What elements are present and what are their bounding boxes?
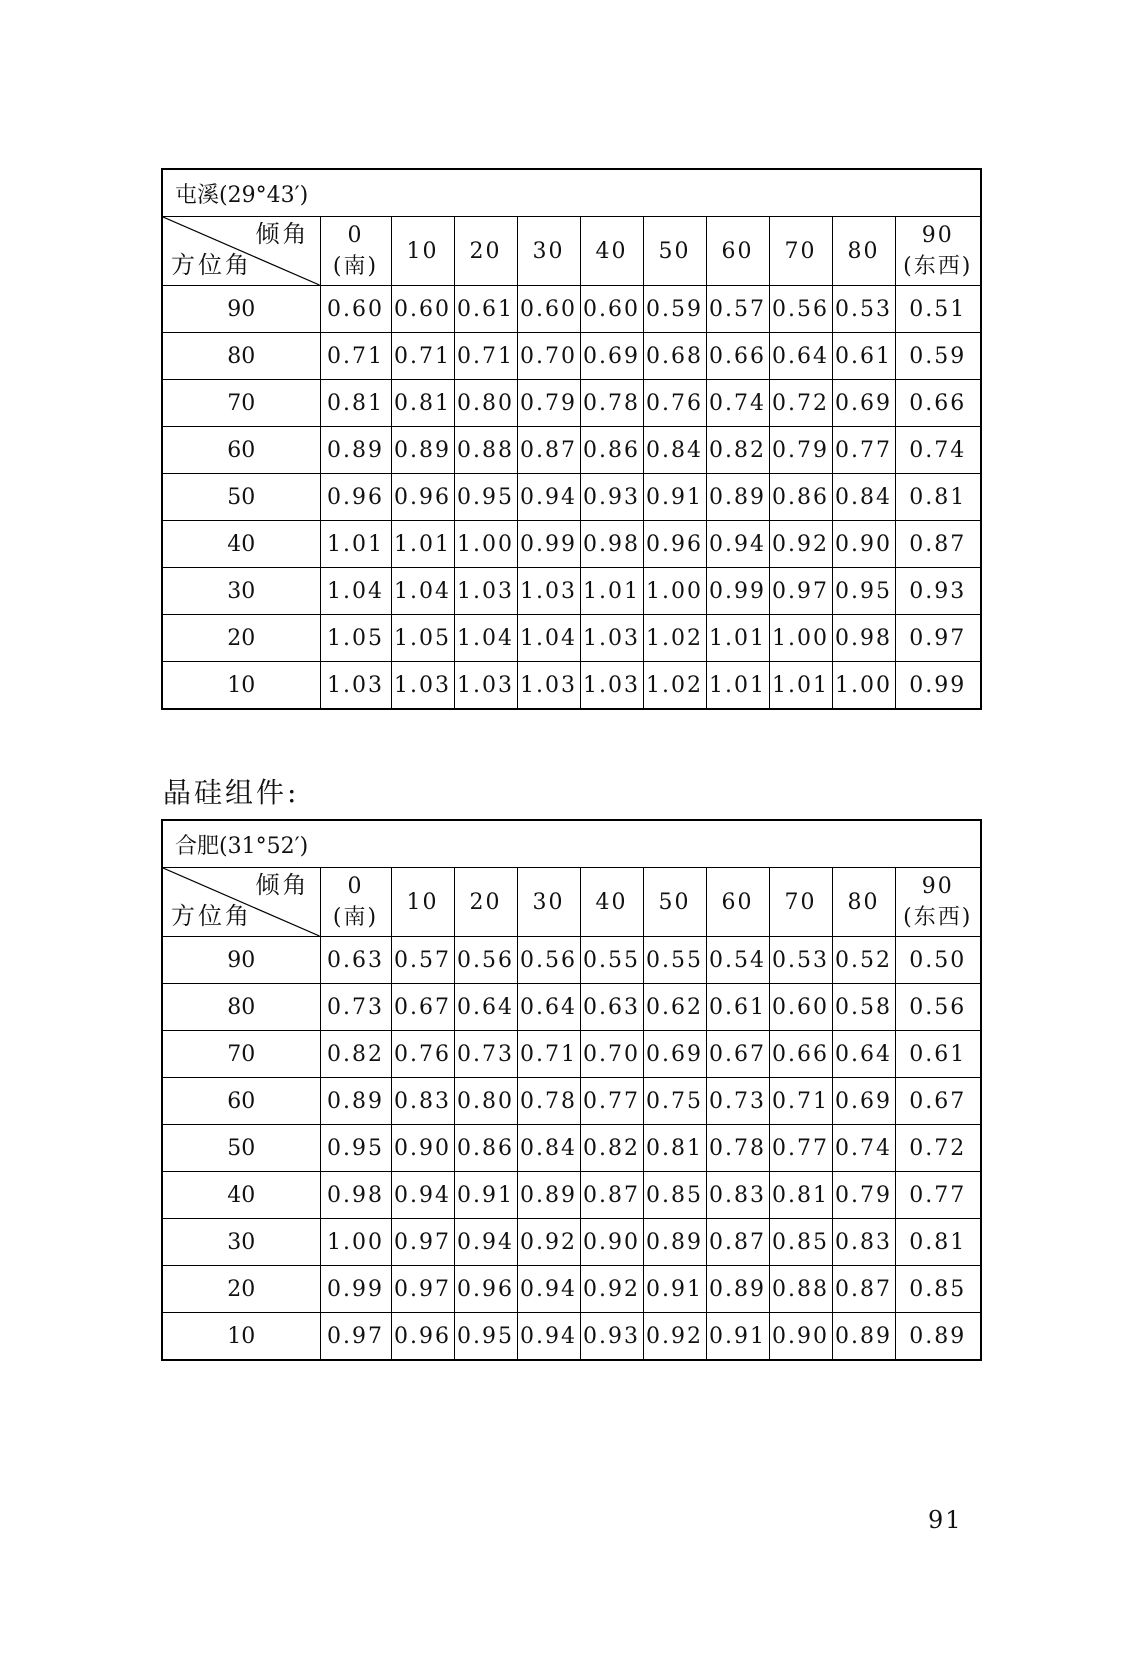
column-header (580, 868, 643, 937)
table-cell: 0.96 (320, 474, 391, 521)
table-cell: 1.01 (706, 662, 769, 710)
column-header-value: 0 (347, 874, 364, 899)
table-cell: 0.94 (454, 1219, 517, 1266)
column-header-value: 70 (784, 889, 817, 915)
column-header (895, 868, 981, 937)
table-cell: 0.69 (832, 1078, 895, 1125)
table-cell: 0.93 (580, 1313, 643, 1361)
table-cell: 0.90 (580, 1219, 643, 1266)
table-cell: 1.01 (580, 568, 643, 615)
table-cell: 0.81 (320, 380, 391, 427)
row-label: 40 (162, 521, 320, 568)
table-cell: 0.76 (391, 1031, 454, 1078)
table-cell: 0.66 (895, 380, 981, 427)
table-cell: 0.82 (706, 427, 769, 474)
table-row (162, 427, 981, 474)
table-cell: 0.95 (832, 568, 895, 615)
table-cell: 0.60 (320, 286, 391, 333)
table-cell: 0.89 (895, 1313, 981, 1361)
table-cell: 0.66 (769, 1031, 832, 1078)
table-cell: 1.02 (643, 615, 706, 662)
azimuth-angle-label: 方位角 (171, 251, 252, 279)
table-cell: 0.68 (643, 333, 706, 380)
table-cell: 1.00 (643, 568, 706, 615)
table-cell: 0.54 (706, 937, 769, 984)
table-cell: 0.96 (643, 521, 706, 568)
column-header (769, 217, 832, 286)
table-row (162, 937, 981, 984)
table-cell: 0.92 (580, 1266, 643, 1313)
table-cell: 0.94 (706, 521, 769, 568)
table-cell: 0.61 (454, 286, 517, 333)
table-cell: 0.74 (706, 380, 769, 427)
table-cell: 0.95 (454, 474, 517, 521)
table-cell: 0.67 (391, 984, 454, 1031)
table-cell: 0.59 (643, 286, 706, 333)
column-header (706, 217, 769, 286)
table-cell: 0.72 (895, 1125, 981, 1172)
table-row (162, 568, 981, 615)
table-cell: 1.00 (320, 1219, 391, 1266)
section-heading: 晶硅组件: (163, 776, 300, 809)
table-row (162, 286, 981, 333)
table-cell: 0.80 (454, 1078, 517, 1125)
table-cell: 0.94 (517, 1313, 580, 1361)
table-cell: 0.89 (706, 474, 769, 521)
table-cell: 0.79 (832, 1172, 895, 1219)
column-header-note: (南) (332, 254, 379, 279)
table-cell: 1.01 (320, 521, 391, 568)
column-header-value: 90 (921, 874, 954, 899)
table-cell: 0.56 (895, 984, 981, 1031)
column-header (643, 868, 706, 937)
table-cell: 1.03 (320, 662, 391, 710)
coefficient-table-tunxi (161, 168, 982, 710)
table-cell: 1.00 (454, 521, 517, 568)
table-cell: 0.72 (769, 380, 832, 427)
table-cell: 1.03 (580, 662, 643, 710)
page-number: 91 (928, 1506, 963, 1534)
column-header-value: 40 (595, 889, 628, 915)
table-cell: 0.98 (832, 615, 895, 662)
table-cell: 1.03 (391, 662, 454, 710)
table-cell: 1.03 (454, 662, 517, 710)
table-cell: 0.90 (769, 1313, 832, 1361)
table-cell: 0.90 (391, 1125, 454, 1172)
table-row (162, 1078, 981, 1125)
table-cell: 0.60 (580, 286, 643, 333)
table-cell: 0.73 (454, 1031, 517, 1078)
row-label: 60 (162, 1078, 320, 1125)
table-cell: 0.97 (320, 1313, 391, 1361)
row-label: 80 (162, 333, 320, 380)
table-cell: 0.91 (643, 1266, 706, 1313)
row-label: 90 (162, 286, 320, 333)
row-label: 70 (162, 380, 320, 427)
table-cell: 0.92 (517, 1219, 580, 1266)
table-cell: 0.96 (391, 1313, 454, 1361)
row-label: 10 (162, 662, 320, 710)
table-cell: 0.99 (320, 1266, 391, 1313)
column-header (832, 868, 895, 937)
table-cell: 0.87 (706, 1219, 769, 1266)
column-header (454, 868, 517, 937)
table-cell: 0.51 (895, 286, 981, 333)
column-header (832, 217, 895, 286)
table-cell: 0.70 (580, 1031, 643, 1078)
table-row (162, 1125, 981, 1172)
table-cell: 0.85 (769, 1219, 832, 1266)
table-cell: 0.97 (769, 568, 832, 615)
row-label: 20 (162, 615, 320, 662)
column-header (320, 868, 391, 937)
table-cell: 0.57 (391, 937, 454, 984)
table-cell: 0.87 (832, 1266, 895, 1313)
table-cell: 0.93 (580, 474, 643, 521)
table-cell: 0.89 (706, 1266, 769, 1313)
table-cell: 0.89 (320, 427, 391, 474)
row-label: 50 (162, 474, 320, 521)
row-label: 20 (162, 1266, 320, 1313)
column-header-note: (南) (332, 905, 379, 930)
table-cell: 0.74 (895, 427, 981, 474)
table-cell: 0.56 (769, 286, 832, 333)
corner-header (162, 217, 320, 286)
table-cell: 0.84 (832, 474, 895, 521)
table-cell: 0.77 (769, 1125, 832, 1172)
table-cell: 0.70 (517, 333, 580, 380)
column-header-value: 30 (532, 238, 565, 264)
table-cell: 0.60 (391, 286, 454, 333)
table-cell: 0.89 (643, 1219, 706, 1266)
column-header (517, 868, 580, 937)
table-cell: 1.03 (517, 568, 580, 615)
table-cell: 0.86 (454, 1125, 517, 1172)
table-row (162, 984, 981, 1031)
table-cell: 0.84 (643, 427, 706, 474)
row-label: 80 (162, 984, 320, 1031)
table-cell: 0.95 (320, 1125, 391, 1172)
table-cell: 0.62 (643, 984, 706, 1031)
table-cell: 0.74 (832, 1125, 895, 1172)
table-cell: 0.53 (832, 286, 895, 333)
table-cell: 0.89 (320, 1078, 391, 1125)
table-title: 屯溪(29°43′) (162, 169, 981, 217)
table-cell: 0.66 (706, 333, 769, 380)
column-header-note: (东西) (903, 905, 973, 930)
table-cell: 0.56 (517, 937, 580, 984)
table-cell: 0.69 (643, 1031, 706, 1078)
column-header-value: 50 (658, 238, 691, 264)
row-label: 30 (162, 1219, 320, 1266)
column-header (517, 217, 580, 286)
table-row (162, 333, 981, 380)
table-cell: 0.57 (706, 286, 769, 333)
table-cell: 0.94 (517, 474, 580, 521)
table-cell: 0.81 (391, 380, 454, 427)
column-header-value: 90 (921, 223, 954, 248)
table-cell: 0.64 (832, 1031, 895, 1078)
table-cell: 0.82 (320, 1031, 391, 1078)
column-header (895, 217, 981, 286)
column-header (643, 217, 706, 286)
table-row (162, 662, 981, 710)
table-cell: 1.04 (391, 568, 454, 615)
table-cell: 0.79 (769, 427, 832, 474)
table-cell: 0.96 (454, 1266, 517, 1313)
table-cell: 1.04 (454, 615, 517, 662)
corner-header (162, 868, 320, 937)
table-cell: 0.77 (832, 427, 895, 474)
table-title: 合肥(31°52′) (162, 820, 981, 868)
table-cell: 0.73 (706, 1078, 769, 1125)
row-label: 40 (162, 1172, 320, 1219)
table-cell: 0.98 (580, 521, 643, 568)
table-cell: 0.90 (832, 521, 895, 568)
row-label: 70 (162, 1031, 320, 1078)
table-cell: 1.04 (517, 615, 580, 662)
table-cell: 0.97 (391, 1266, 454, 1313)
table-cell: 0.88 (769, 1266, 832, 1313)
table-cell: 0.91 (454, 1172, 517, 1219)
row-label: 30 (162, 568, 320, 615)
table-cell: 0.71 (454, 333, 517, 380)
table-cell: 0.78 (580, 380, 643, 427)
tilt-angle-label: 倾角 (255, 871, 310, 899)
table-cell: 0.80 (454, 380, 517, 427)
table-cell: 0.79 (517, 380, 580, 427)
table-cell: 0.81 (895, 474, 981, 521)
table-cell: 1.05 (320, 615, 391, 662)
table-cell: 0.64 (454, 984, 517, 1031)
table-cell: 0.99 (706, 568, 769, 615)
table-cell: 0.94 (517, 1266, 580, 1313)
table-cell: 0.85 (895, 1266, 981, 1313)
table-cell: 0.76 (643, 380, 706, 427)
table-cell: 1.01 (391, 521, 454, 568)
column-header-value: 20 (469, 238, 502, 264)
table-cell: 1.02 (643, 662, 706, 710)
table-cell: 0.61 (832, 333, 895, 380)
table-cell: 0.69 (832, 380, 895, 427)
table-row (162, 380, 981, 427)
table-cell: 0.86 (580, 427, 643, 474)
table-row (162, 1172, 981, 1219)
table-cell: 0.71 (769, 1078, 832, 1125)
table-cell: 0.71 (320, 333, 391, 380)
column-header-value: 40 (595, 238, 628, 264)
table-cell: 0.53 (769, 937, 832, 984)
table-cell: 0.97 (895, 615, 981, 662)
table-cell: 0.83 (706, 1172, 769, 1219)
table-cell: 0.71 (517, 1031, 580, 1078)
table-cell: 0.61 (706, 984, 769, 1031)
table-cell: 0.58 (832, 984, 895, 1031)
table-cell: 0.81 (769, 1172, 832, 1219)
table-cell: 0.56 (454, 937, 517, 984)
table-cell: 0.85 (643, 1172, 706, 1219)
table-row (162, 1031, 981, 1078)
table-cell: 0.81 (895, 1219, 981, 1266)
table-cell: 1.05 (391, 615, 454, 662)
table-cell: 0.87 (517, 427, 580, 474)
table-row (162, 521, 981, 568)
table-cell: 0.55 (580, 937, 643, 984)
table-cell: 0.91 (706, 1313, 769, 1361)
coefficient-table-hefei (161, 819, 982, 1361)
row-label: 50 (162, 1125, 320, 1172)
table-cell: 0.55 (643, 937, 706, 984)
column-header-value: 0 (347, 223, 364, 248)
column-header-value: 10 (406, 889, 439, 915)
table-cell: 0.91 (643, 474, 706, 521)
table-cell: 0.98 (320, 1172, 391, 1219)
table-cell: 0.97 (391, 1219, 454, 1266)
table-cell: 0.89 (832, 1313, 895, 1361)
table-row (162, 1313, 981, 1361)
table-cell: 0.84 (517, 1125, 580, 1172)
table-cell: 1.04 (320, 568, 391, 615)
table-row (162, 1219, 981, 1266)
column-header-value: 60 (721, 889, 754, 915)
table-cell: 1.00 (832, 662, 895, 710)
table-cell: 0.61 (895, 1031, 981, 1078)
column-header (391, 217, 454, 286)
column-header (320, 217, 391, 286)
row-label: 90 (162, 937, 320, 984)
table-cell: 0.59 (895, 333, 981, 380)
table-row (162, 474, 981, 521)
table-cell: 1.03 (517, 662, 580, 710)
row-label: 60 (162, 427, 320, 474)
table-cell: 0.83 (391, 1078, 454, 1125)
column-header (391, 868, 454, 937)
table-cell: 0.86 (769, 474, 832, 521)
table-cell: 0.77 (580, 1078, 643, 1125)
table-row (162, 615, 981, 662)
table-cell: 0.94 (391, 1172, 454, 1219)
table-cell: 0.81 (643, 1125, 706, 1172)
column-header-value: 80 (847, 889, 880, 915)
table-cell: 0.64 (769, 333, 832, 380)
table-cell: 0.50 (895, 937, 981, 984)
table-cell: 0.92 (643, 1313, 706, 1361)
table-cell: 1.03 (580, 615, 643, 662)
azimuth-angle-label: 方位角 (171, 902, 252, 930)
table-cell: 0.99 (895, 662, 981, 710)
table-cell: 0.71 (391, 333, 454, 380)
column-header-value: 70 (784, 238, 817, 264)
table-cell: 0.87 (895, 521, 981, 568)
table-cell: 0.60 (769, 984, 832, 1031)
tilt-angle-label: 倾角 (255, 220, 310, 248)
table-cell: 1.00 (769, 615, 832, 662)
table-cell: 1.03 (454, 568, 517, 615)
table-cell: 0.63 (320, 937, 391, 984)
column-header (580, 217, 643, 286)
column-header (454, 217, 517, 286)
column-header-value: 10 (406, 238, 439, 264)
table-cell: 0.67 (895, 1078, 981, 1125)
column-header (769, 868, 832, 937)
table-cell: 0.77 (895, 1172, 981, 1219)
table-cell: 0.73 (320, 984, 391, 1031)
table-cell: 0.63 (580, 984, 643, 1031)
table-cell: 0.82 (580, 1125, 643, 1172)
table-cell: 0.78 (706, 1125, 769, 1172)
column-header-value: 30 (532, 889, 565, 915)
table-cell: 0.88 (454, 427, 517, 474)
table-cell: 0.52 (832, 937, 895, 984)
table-cell: 0.92 (769, 521, 832, 568)
table-cell: 0.87 (580, 1172, 643, 1219)
table-cell: 1.01 (769, 662, 832, 710)
table-cell: 0.89 (517, 1172, 580, 1219)
table-cell: 0.99 (517, 521, 580, 568)
table-cell: 0.78 (517, 1078, 580, 1125)
column-header-note: (东西) (903, 254, 973, 279)
table-cell: 0.95 (454, 1313, 517, 1361)
column-header-value: 60 (721, 238, 754, 264)
row-label: 10 (162, 1313, 320, 1361)
table-cell: 0.60 (517, 286, 580, 333)
table-cell: 0.93 (895, 568, 981, 615)
table-cell: 0.69 (580, 333, 643, 380)
table-cell: 0.75 (643, 1078, 706, 1125)
column-header-value: 20 (469, 889, 502, 915)
table-cell: 0.64 (517, 984, 580, 1031)
table-cell: 0.83 (832, 1219, 895, 1266)
column-header-value: 80 (847, 238, 880, 264)
table-cell: 0.96 (391, 474, 454, 521)
column-header-value: 50 (658, 889, 691, 915)
column-header (706, 868, 769, 937)
table-cell: 0.67 (706, 1031, 769, 1078)
table-row (162, 1266, 981, 1313)
table-cell: 1.01 (706, 615, 769, 662)
table-cell: 0.89 (391, 427, 454, 474)
